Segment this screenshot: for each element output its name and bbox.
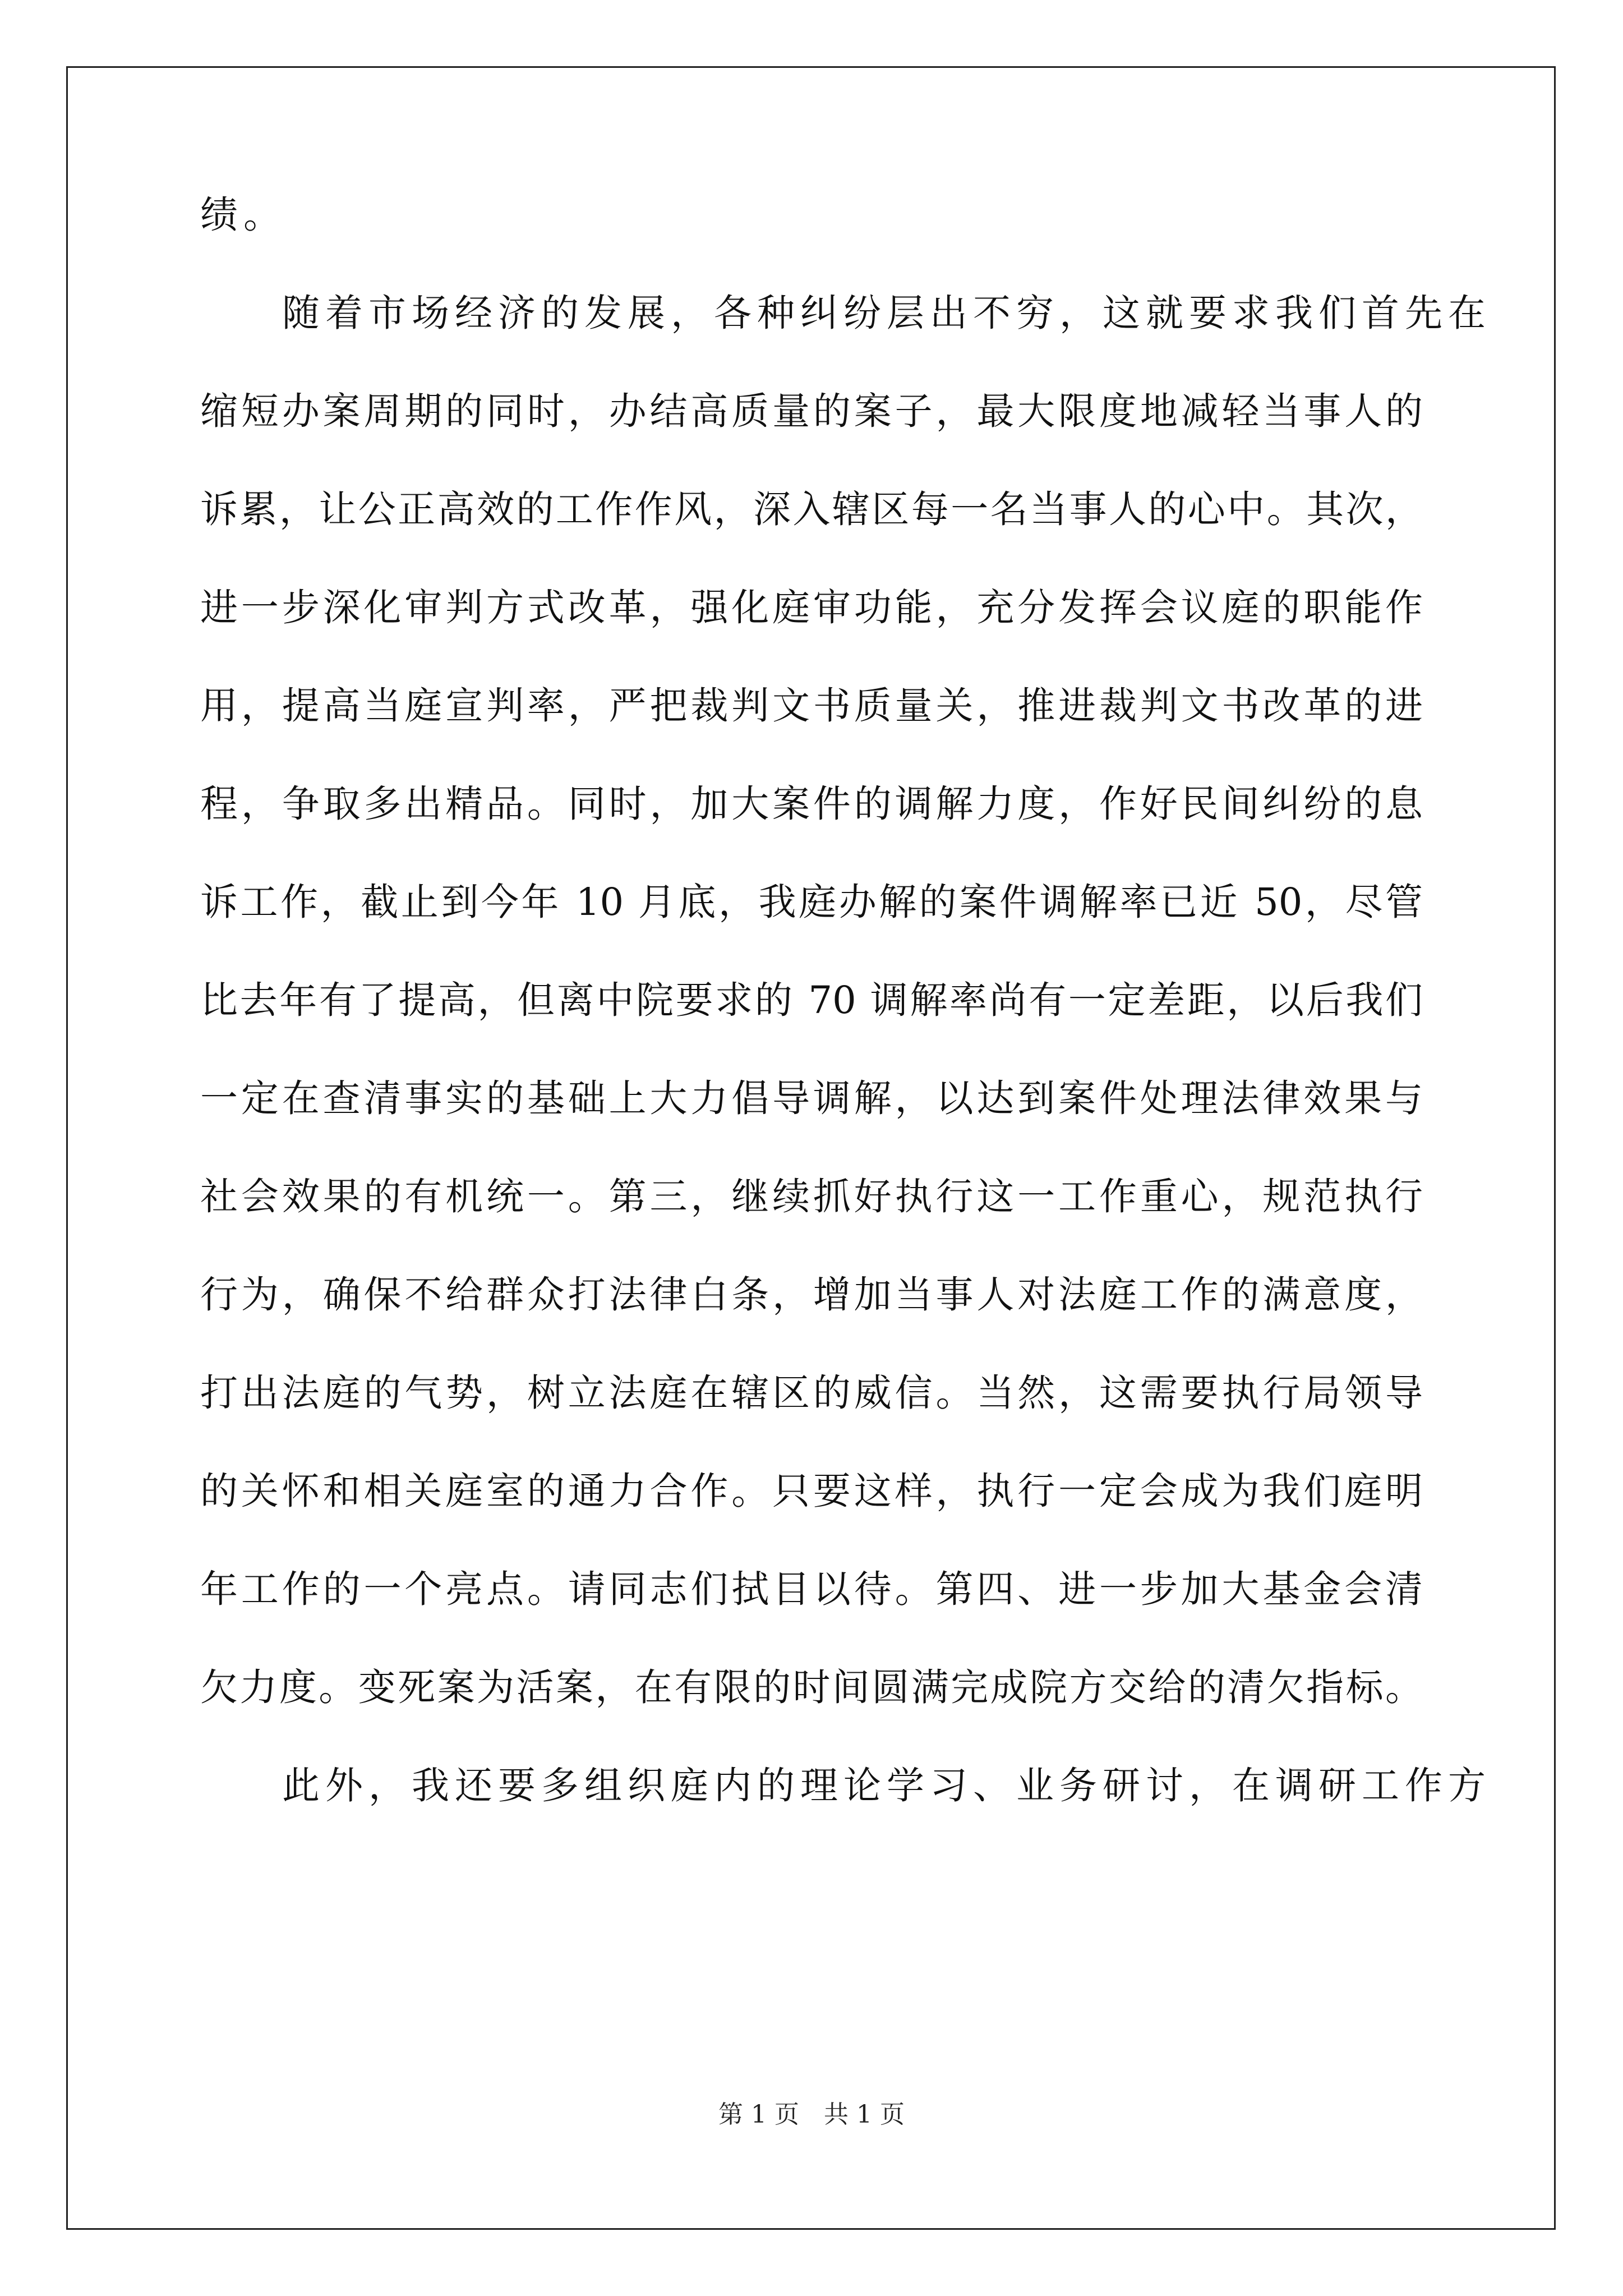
document-body xyxy=(200,181,1491,1849)
text-line: 比去年有了提高，但离中院要求的 70 调解率尚有一定差距，以后我们 xyxy=(200,978,1423,1022)
text-line: 一定在查清事实的基础上大力倡导调解，以达到案件处理法律效果与 xyxy=(200,1076,1423,1120)
text-line: 年工作的一个亮点。请同志们拭目以待。第四、进一步加大基金会清 xyxy=(200,1567,1423,1611)
page-number: 第 1 页 xyxy=(718,2100,799,2129)
text-line: 此外，我还要多组织庭内的理论学习、业务研讨，在调研工作方 xyxy=(282,1764,1491,1807)
text-line: 打出法庭的气势，树立法庭在辖区的威信。当然，这需要执行局领导 xyxy=(200,1371,1423,1415)
text-line: 社会效果的有机统一。第三，继续抓好执行这一工作重心，规范执行 xyxy=(200,1175,1423,1218)
page-footer xyxy=(0,2098,1623,2132)
text-line: 欠力度。变死案为活案，在有限的时间圆满完成院方交给的清欠指标。 xyxy=(200,1665,1423,1709)
text-line: 程，争取多出精品。同时，加大案件的调解力度，作好民间纠纷的息 xyxy=(200,782,1423,826)
text-line: 行为，确保不给群众打法律白条，增加当事人对法庭工作的满意度， xyxy=(200,1273,1423,1317)
text-line: 用，提高当庭宣判率，严把裁判文书质量关，推进裁判文书改革的进 xyxy=(200,684,1423,728)
text-line: 的关怀和相关庭室的通力合作。只要这样，执行一定会成为我们庭明 xyxy=(200,1469,1423,1513)
page-total: 共 1 页 xyxy=(824,2100,905,2129)
text-line: 诉工作，截止到今年 10 月底，我庭办解的案件调解率已近 50，尽管 xyxy=(200,880,1423,924)
text-line: 绩。 xyxy=(200,193,287,237)
text-line: 诉累，让公正高效的工作作风，深入辖区每一名当事人的心中。其次， xyxy=(200,487,1423,531)
text-line: 随着市场经济的发展，各种纠纷层出不穷，这就要求我们首先在 xyxy=(282,291,1491,335)
text-line: 缩短办案周期的同时，办结高质量的案子，最大限度地减轻当事人的 xyxy=(200,389,1423,433)
text-line: 进一步深化审判方式改革，强化庭审功能，充分发挥会议庭的职能作 xyxy=(200,586,1423,629)
